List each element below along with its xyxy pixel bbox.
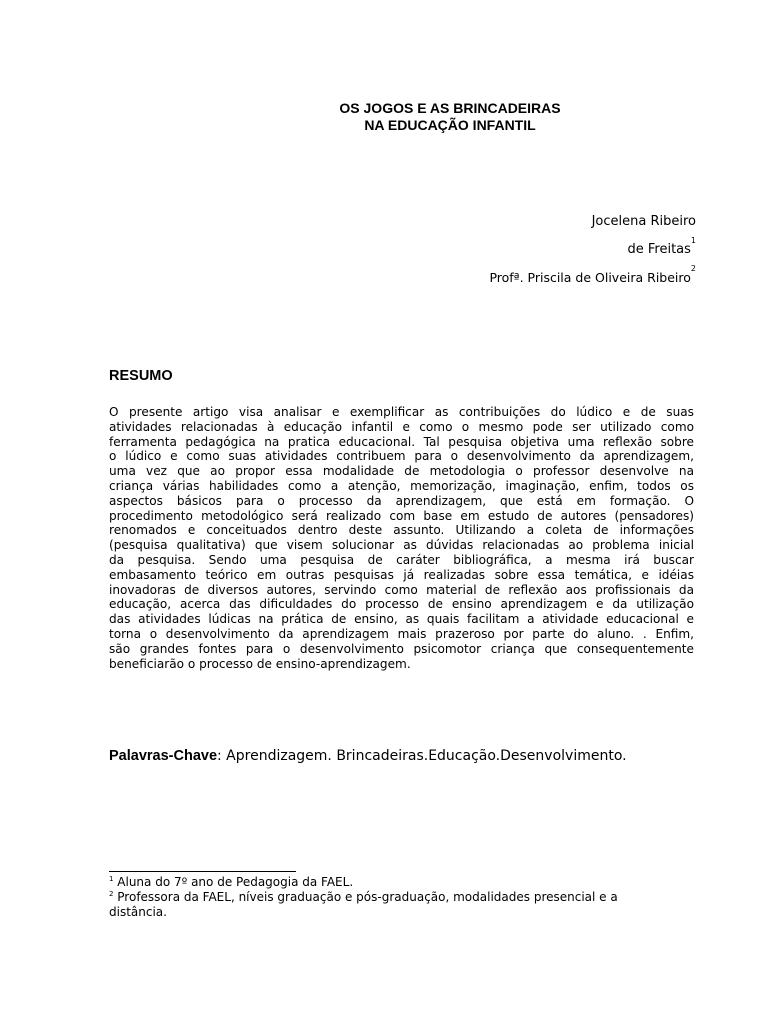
abstract-line: embasamento teórico em outras pesquisas já realizadas sobre essa temática, e idéias: [109, 567, 694, 582]
abstract-line: o lúdico e como suas atividades contribuem para o desenvolvimento da aprendizagem,: [109, 449, 694, 464]
abstract-line: da pesquisa. Sendo uma pesquisa de caráter bibliográfica, a mesma irá buscar: [109, 552, 694, 567]
author-name-part: de Freitas: [627, 242, 691, 257]
footnote-2: [109, 890, 669, 920]
keywords: [109, 748, 627, 764]
abstract-body: [109, 405, 694, 671]
abstract-line: (pesquisa qualitativa) que visem solucionar as dúvidas relacionadas ao problema inicial: [109, 538, 694, 553]
abstract-line: torna o desenvolvimento da aprendizagem mais prazeroso por parte do aluno. . Enfim,: [109, 626, 694, 641]
paper-title: [290, 100, 610, 134]
keywords-list: : Aprendizagem. Brincadeiras.Educação.Desenvolvimento.: [217, 748, 627, 764]
abstract-line: são grandes fontes para o desenvolvimento psicomotor criança que consequentemente: [109, 641, 694, 656]
abstract-line: beneficiarão o processo de ensino-aprendizagem.: [109, 656, 411, 671]
author-line-3: [489, 264, 696, 292]
footnote-1: [109, 875, 669, 890]
footnotes: [109, 875, 669, 920]
abstract-heading: RESUMO: [109, 368, 173, 384]
abstract-line: aspectos básicos para o processo da aprendizagem, que está em formação. O: [109, 493, 694, 508]
abstract-line: criança várias habilidades como a atenção, memorização, imaginação, enfim, todos os: [109, 478, 694, 493]
author-block: [489, 208, 696, 292]
footnote-2-text: Professora da FAEL, níveis graduação e pós-graduação, modalidades presencial e a distância.: [109, 890, 618, 919]
abstract-line: procedimento metodológico será realizado com base em estudo de autores (pensadores): [109, 508, 694, 523]
abstract-line: renomados e conceituados dentro deste assunto. Utilizando a coleta de informações: [109, 523, 694, 538]
footnote-2-mark: 2: [109, 890, 114, 898]
advisor-name: Profª. Priscila de Oliveira Ribeiro: [489, 270, 691, 285]
abstract-line: uma vez que ao propor essa modalidade de metodologia o professor desenvolve na: [109, 464, 694, 479]
keywords-label: Palavras-Chave: [109, 748, 218, 764]
author-line-2: [489, 236, 696, 264]
abstract-line: O presente artigo visa analisar e exemplificar as contribuições do lúdico e de suas: [109, 405, 694, 419]
footnote-1-mark: 1: [109, 875, 114, 883]
title-line-2: NA EDUCAÇÃO INFANTIL: [364, 117, 536, 133]
footnote-marker-2[interactable]: 2: [690, 264, 696, 273]
footnote-1-text: Aluna do 7º ano de Pedagogia da FAEL.: [113, 875, 354, 889]
author-line-1: Jocelena Ribeiro: [591, 214, 696, 229]
title-line-1: OS JOGOS E AS BRINCADEIRAS: [339, 100, 561, 116]
footnote-marker-1[interactable]: 1: [690, 236, 696, 245]
footnote-separator: [109, 871, 296, 872]
abstract-line: inovadoras de diversos autores, servindo como material de reflexão aos profissionais da: [109, 582, 694, 597]
abstract-line: atividades relacionadas à educação infantil e como o mesmo pode ser utilizado como: [109, 419, 694, 434]
abstract-line: das atividades lúdicas na prática de ensino, as quais facilitam a atividade educacional e: [109, 612, 694, 627]
abstract-line: educação, acerca das dificuldades do processo de ensino aprendizagem e da utilização: [109, 597, 694, 612]
abstract-line: ferramenta pedagógica na pratica educacional. Tal pesquisa objetiva uma reflexão sobre: [109, 434, 694, 449]
